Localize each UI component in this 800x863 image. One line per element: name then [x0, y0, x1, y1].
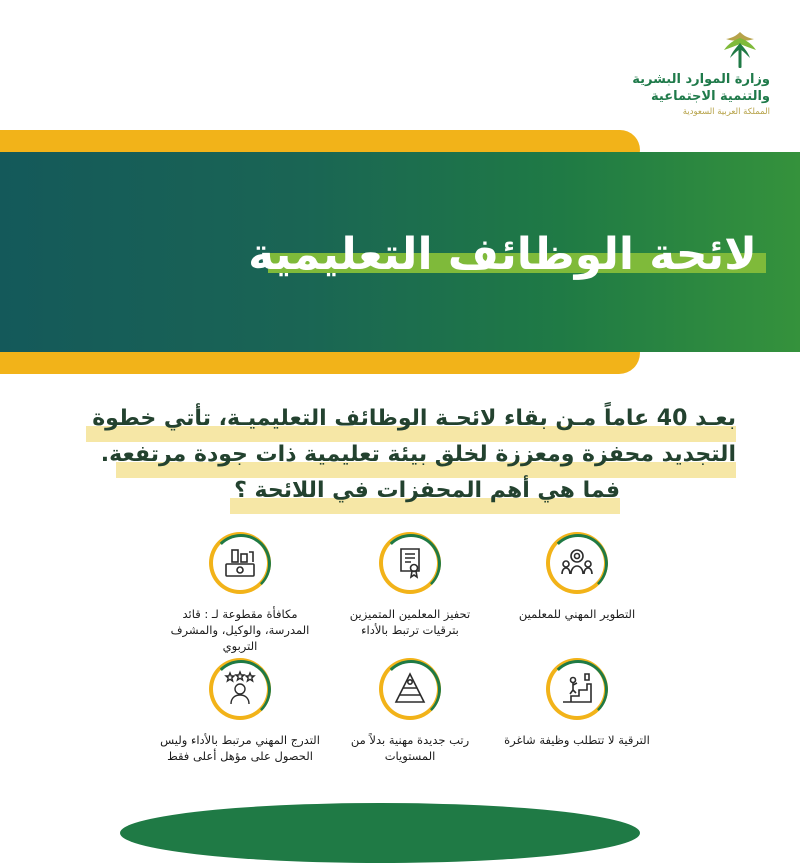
ministry-logo	[632, 28, 770, 120]
pyramid-ranks-icon	[392, 670, 428, 706]
feature-label: التطوير المهني للمعلمين	[518, 607, 636, 621]
money-reward-icon	[222, 544, 258, 580]
feature-label: التدرج المهني مرتبط بالأداء وليس الحصول على مؤهل أعلى فقط	[160, 733, 320, 763]
feature-new-ranks	[330, 658, 490, 763]
intro-line-3: فما هي أهم المحفزات في اللائحة ؟	[234, 478, 620, 503]
intro-line-1: بعـد 40 عاماً مـن بقاء لائحـة الوظائف التعليميـة، تأتي خطوة	[92, 406, 736, 431]
feature-professional-development	[497, 532, 657, 632]
feature-incentive-promotions	[330, 532, 490, 652]
feature-lump-sum-reward	[160, 532, 320, 652]
stairs-promotion-icon	[559, 670, 595, 706]
intro-line-2: التجديد محفزة ومعززة لخلق بيئة تعليمية ذات جودة مرتفعة.	[100, 442, 736, 467]
ministry-name-line2: والتنمية الاجتماعية	[651, 89, 770, 104]
team-development-icon	[559, 544, 595, 580]
country-name: المملكة العربية السعودية	[682, 107, 770, 117]
certificate-scroll-icon	[392, 544, 428, 580]
feature-label: تحفيز المعلمين المتميزين بترقيات ترتبط بالأداء	[349, 607, 471, 637]
feature-career-progression	[160, 658, 320, 778]
feature-label: رتب جديدة مهنية بدلاً من المستويات	[350, 733, 470, 763]
page-title: لائحة الوظائف التعليمية	[248, 229, 757, 280]
bottom-decor-arc	[120, 803, 640, 863]
feature-promotion-no-vacancy	[497, 658, 657, 758]
palm-logo-icon	[718, 28, 762, 72]
feature-label: مكافأة مقطوعة لـ : قائد المدرسة، والوكيل، والمشرف التربوي	[170, 607, 310, 653]
star-rating-person-icon	[222, 670, 258, 706]
feature-label: الترقية لا تتطلب وظيفة شاغرة	[504, 733, 650, 747]
ministry-name-line1: وزارة الموارد البشرية	[632, 72, 770, 87]
